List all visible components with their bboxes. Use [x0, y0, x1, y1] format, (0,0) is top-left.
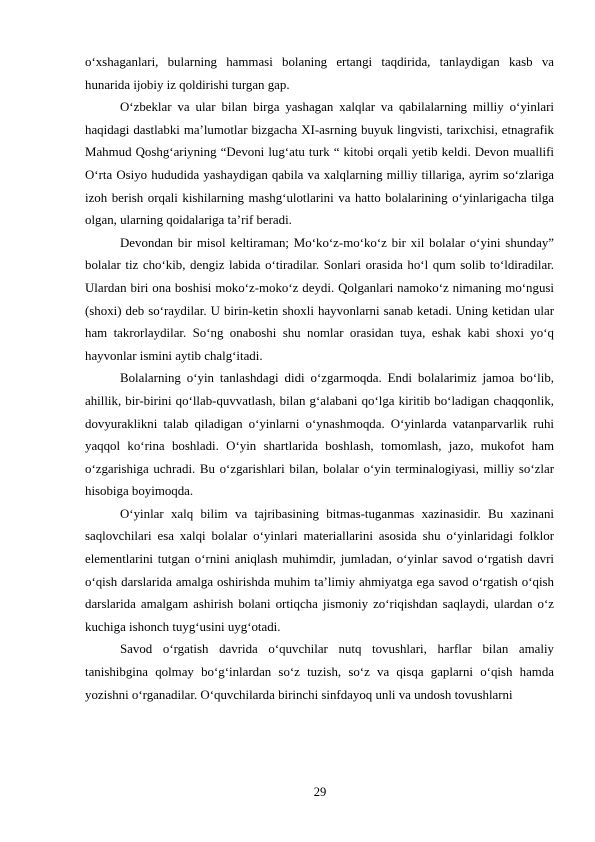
paragraph-5: O‘yinlar xalq bilim va tajribasining bitmas-tuganmas xazinasidir. Bu xazinani saqlovchilari esa xalqi bolalar o‘yinlari materiallarini asosida shu o‘yinlaridagi folklor elementlarini tutgan o‘rnini aniqlash muhimdir, jumladan, o‘yinlar savod o‘rgatish davri o‘qish darslarida amalga oshirishda muhim ta’limiy ahmiyatga ega savod o‘rgatish o‘qish darslarida amalgam ashirish bolani ortiqcha jismoniy zo‘riqishdan saqlaydi, ulardan o‘z kuchiga ishonch tuyg‘usini uyg‘otadi.	[85, 506, 554, 634]
paragraph-6: Savod o‘rgatish davrida o‘quvchilar nutq tovushlari, harflar bilan amaliy tanishibgina qolmay bo‘g‘inlardan so‘z tuzish, so‘z va qisqa gaplarni o‘qish hamda yozishni o‘rganadilar. O‘quvchilarda birinchi sinfdayoq unli va undosh tovushlarni	[85, 642, 554, 702]
page-number: 29	[313, 785, 327, 799]
document-body	[85, 51, 554, 706]
paragraph-3: Devondan bir misol keltiraman; Mo‘ko‘z-mo‘ko‘z bir xil bolalar o‘yini shunday” bolalar tiz cho‘kib, dengiz labida o‘tiradilar. Sonlari orasida ho‘l qum solib to‘ldiradilar. Ulardan biri ona boshisi moko‘z-moko‘z deydi. Qolganlari namoko‘z nimaning mo‘ngusi (shoxi) deb so‘raydilar. U birin-ketin shoxli hayvonlarni sanab ketadi. Uning ketidan ular ham takrorlaydilar. So‘ng onaboshi shu nomlar orasidan tuya, eshak kabi shoxi yo‘q hayvonlar ismini aytib chalg‘itadi.	[85, 235, 554, 363]
paragraph-2: O‘zbeklar va ular bilan birga yashagan xalqlar va qabilalarning milliy o‘yinlari haqidagi dastlabki ma’lumotlar bizgacha XI-asrning buyuk lingvisti, tarixchisi, etnagrafik Mahmud Qoshg‘ariyning “Devoni lug‘atu turk “ kitobi orqali yetib keldi. Devon muallifi O‘rta Osiyo hududida yashaydigan qabila va xalqlarning milliy tillariga, ayrim so‘zlariga izoh berish orqali kishilarning mashg‘ulotlarini va hatto bolalarining o‘yinlarigacha tilga olgan, ularning qoidalariga ta’rif beradi.	[85, 100, 554, 228]
paragraph-1: o‘xshaganlari, bularning hammasi bolaning ertangi taqdirida, tanlaydigan kasb va hunarida ijobiy iz qoldirishi turgan gap.	[85, 55, 554, 92]
paragraph-4: Bolalarning o‘yin tanlashdagi didi o‘zgarmoqda. Endi bolalarimiz jamoa bo‘lib, ahillik, bir-birini qo‘llab-quvvatlash, bilan g‘alabani qo‘lga kiritib bo‘ladigan chaqqonlik, dovyuraklikni talab qiladigan o‘yinlarni o‘ynashmoqda. O‘yinlarda vatanparvarlik ruhi yaqqol ko‘rina boshladi. O‘yin shartlarida boshlash, tomomlash, jazo, mukofot ham o‘zgarishiga uchradi. Bu o‘zgarishlari bilan, bolalar o‘yin terminalogiyasi, milliy so‘zlar hisobiga boyimoqda.	[85, 371, 554, 499]
